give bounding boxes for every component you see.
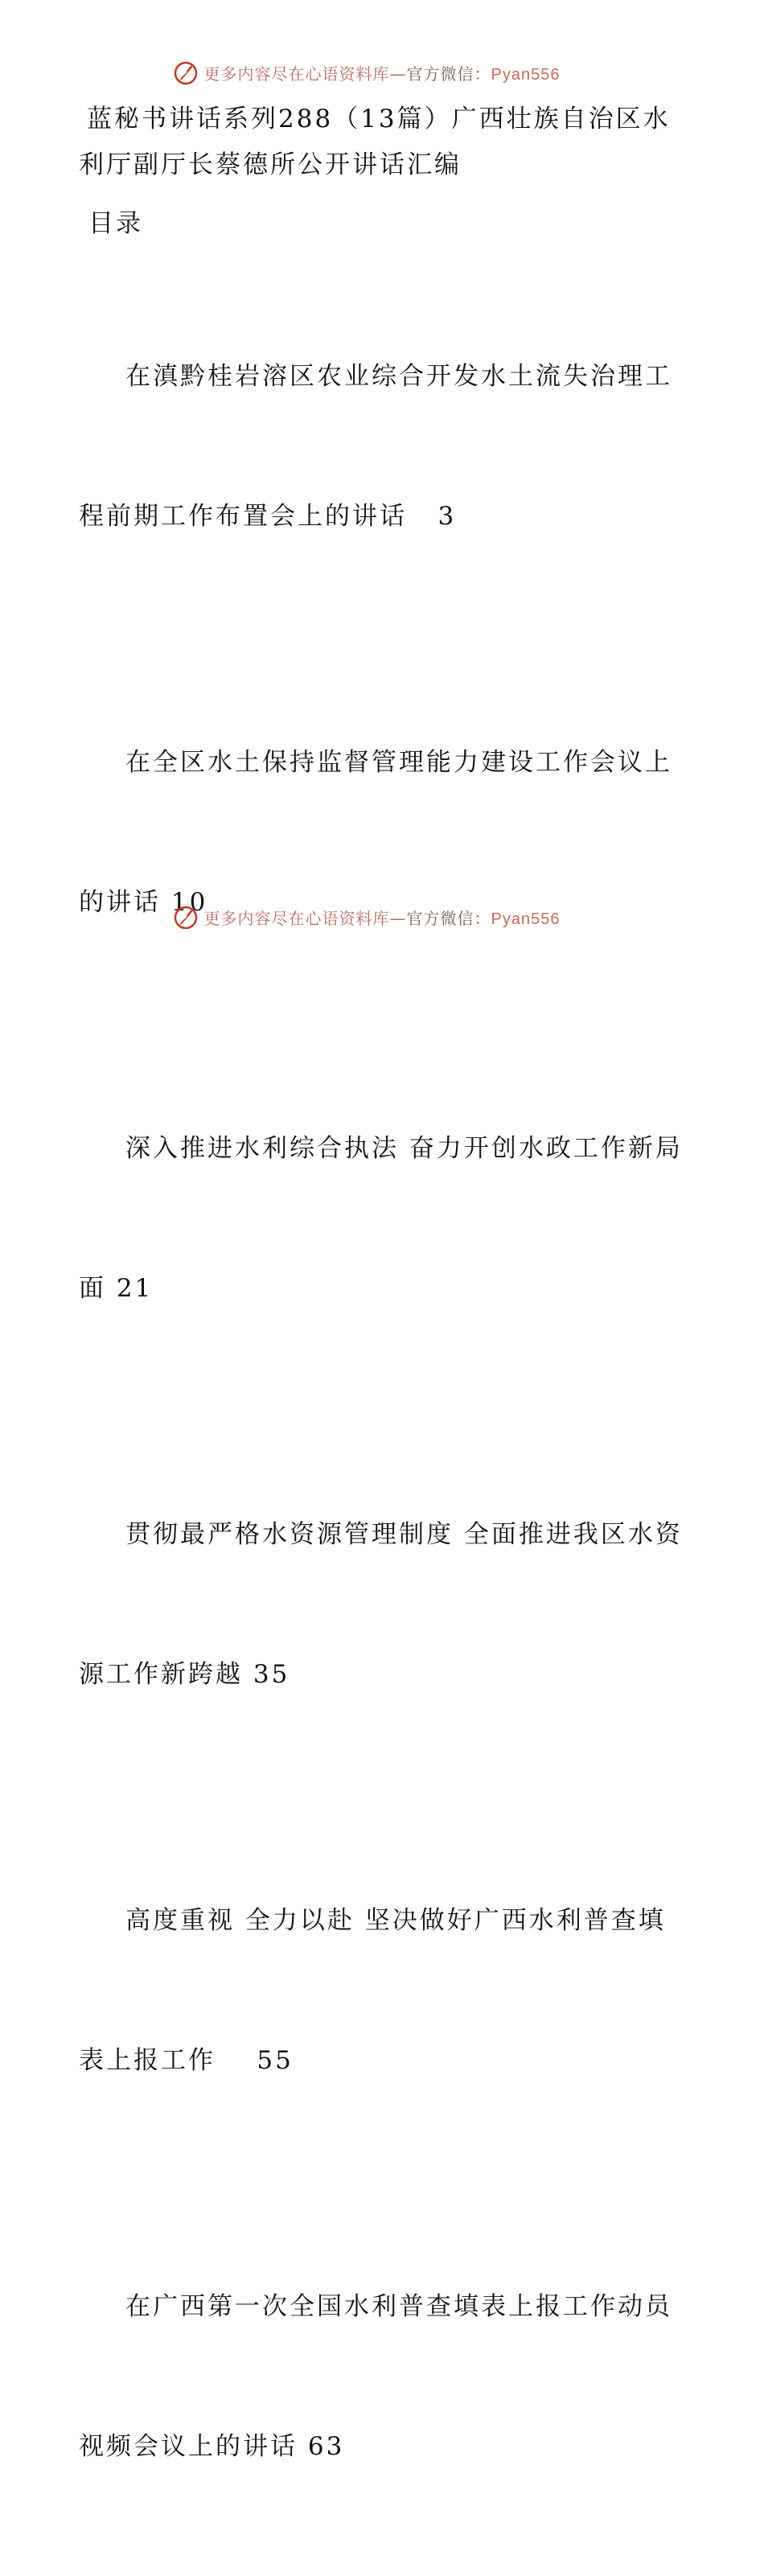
quill-pen-logo-icon [172,59,199,86]
toc-item-line: 在全区水土保持监督管理能力建设工作会议上 [125,748,672,777]
toc-item-line: 贯彻最严格水资源管理制度 全面推进我区水资 [125,1520,683,1549]
toc-heading: 目录 [88,209,143,238]
watermark-text: 更多内容尽在心语资料库—官方微信：Pyan556 [203,908,561,928]
toc-item-line: 深入推进水利综合执法 奋力开创水政工作新局 [125,1134,683,1163]
toc-item-line: 高度重视 全力以赴 坚决做好广西水利普查填 [125,1906,666,1935]
toc-item [79,1804,706,2177]
toc-item-line: 的讲话 10 [79,888,208,917]
header-watermark [0,56,764,88]
toc-item [79,2190,706,2563]
toc-item [79,646,706,1019]
table-of-contents [79,260,706,2576]
toc-item [79,1032,706,1405]
quill-pen-logo-icon [172,903,199,931]
footer-watermark [0,901,764,933]
toc-item-line: 在滇黔桂岩溶区农业综合开发水土流失治理工 [125,362,672,391]
toc-item-line: 在广西第一次全国水利普查填表上报工作动员 [125,2292,672,2321]
toc-item-line: 面 21 [79,1274,154,1303]
toc-item-line: 源工作新跨越 35 [79,1660,290,1689]
watermark-text: 更多内容尽在心语资料库—官方微信：Pyan556 [203,64,561,84]
toc-item-line: 程前期工作布置会上的讲话 3 [79,502,457,531]
toc-item [79,1418,706,1791]
title-line-2: 利厅副厅长蔡德所公开讲话汇编 [79,150,462,179]
toc-item-line: 视频会议上的讲话 63 [79,2432,345,2461]
title-line-1: 蓝秘书讲话系列288（13篇）广西壮族自治区水 [87,105,671,134]
document-title [79,97,706,188]
toc-item-line: 表上报工作 55 [79,2046,294,2075]
toc-item [79,260,706,633]
